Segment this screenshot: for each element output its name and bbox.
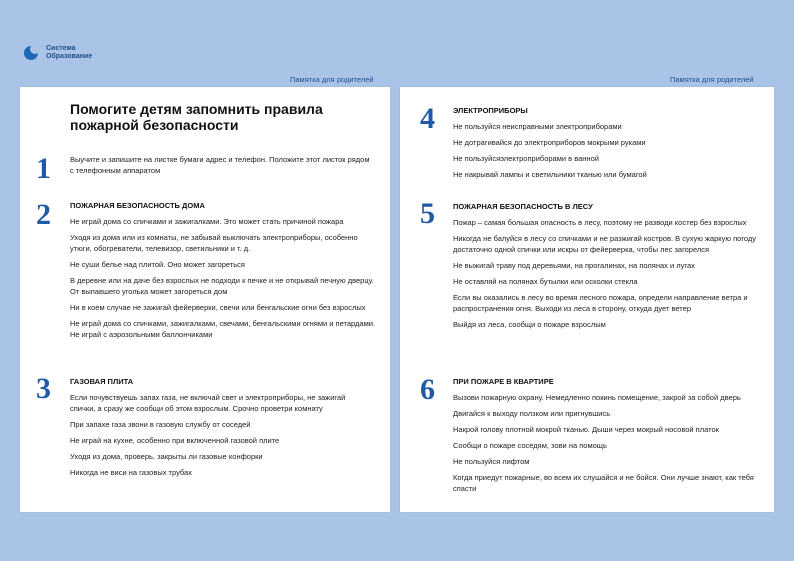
left-page <box>20 87 390 512</box>
list-item: Не оставляй на полянах бутылки или осколки стекла <box>453 277 638 286</box>
list-item: Вызови пожарную охрану. Немедленно покинь помещение, закрой за собой дверь <box>453 393 741 402</box>
section-4 <box>453 106 763 185</box>
list-item: Никогда не балуйся в лесу со спичками и не разжигай костров. В сухую жаркую погоду достаточно одной спички или искры от фейерверка, чтобы лес загорелся <box>453 234 757 254</box>
list-item: Не пользуйся неисправными электроприборами <box>453 122 622 131</box>
list-item: Если вы оказались в лесу во время лесного пожара, определи направление ветра и распространения огня. Выходи из леса в сторону, откуда дует ветер <box>453 293 748 313</box>
section-number-2: 2 <box>36 198 51 231</box>
list-item: Не играй дома со спичками, зажигалками, свечами, бенгальскими огнями и петардами. Не играй с аэрозольными баллончиками <box>70 319 376 339</box>
section-number-3: 3 <box>36 372 51 405</box>
list-item: Пожар – самая большая опасность в лесу, поэтому не разводи костер без взрослых <box>453 218 747 227</box>
section-number-6: 6 <box>420 373 435 406</box>
section-5 <box>453 202 758 335</box>
page-title: Помогите детям запомнить правила пожарной безопасности <box>70 101 323 133</box>
section-number-1: 1 <box>36 152 51 185</box>
section-title: ПОЖАРНАЯ БЕЗОПАСНОСТЬ ДОМА <box>70 201 205 210</box>
list-item: Когда приедут пожарные, во всем их слушайся и не бойся. Они лучше знают, как тебя спасти <box>453 473 754 493</box>
list-item: Никогда не виси на газовых трубах <box>70 468 192 477</box>
list-item: Не накрывай лампы и светильники тканью или бумагой <box>453 170 647 179</box>
section-3 <box>70 377 370 483</box>
list-item: Выйдя из леса, сообщи о пожаре взрослым <box>453 320 606 329</box>
list-item: Если почувствуешь запах газа, не включай свет и электроприборы, не зажигай спички, а сразу же сообщи об этом взрослым. Срочно проветри комнату <box>70 393 346 413</box>
logo-line-2: Образование <box>46 53 93 60</box>
section-title: ПРИ ПОЖАРЕ В КВАРТИРЕ <box>453 377 554 386</box>
list-item: Не играй на кухне, особенно при включенной газовой плите <box>70 436 280 445</box>
list-item: Уходя из дома или из комнаты, не забывай выключать электроприборы, особенно утюги, обогреватели, телевизор, светильники и т. д. <box>70 233 358 253</box>
section-number-5: 5 <box>420 197 435 230</box>
logo <box>24 44 92 62</box>
list-item: При запахе газа звони в газовую службу от соседей <box>70 420 251 429</box>
list-item: Накрой голову плотной мокрой тканью. Дыши через мокрый носовой платок <box>453 425 719 434</box>
section-title: ГАЗОВАЯ ПЛИТА <box>70 377 134 386</box>
list-item: Ни в коем случае не зажигай фейерверки, свечи или бенгальские огни без взрослых <box>70 303 366 312</box>
list-item: Выучите и запишите на листке бумаги адрес и телефон. Положите этот листок рядом с телефонным аппаратом <box>70 155 370 175</box>
right-page <box>400 87 774 512</box>
list-item: Не пользуйся лифтом <box>453 457 530 466</box>
section-number-4: 4 <box>420 102 435 135</box>
section-1 <box>70 154 370 181</box>
section-title: ЭЛЕКТРОПРИБОРЫ <box>453 106 528 115</box>
list-item: Не играй дома со спичками и зажигалками. Это может стать причиной пожара <box>70 217 344 226</box>
logo-text <box>46 45 92 61</box>
memo-label-right: Памятка для родителей <box>670 75 754 84</box>
list-item: Не дотрагивайся до электроприборов мокрыми руками <box>453 138 646 147</box>
list-item: Уходя из дома, проверь, закрыты ли газовые конфорки <box>70 452 263 461</box>
list-item: Сообщи о пожаре соседям, зови на помощь <box>453 441 607 450</box>
section-title: ПОЖАРНАЯ БЕЗОПАСНОСТЬ В ЛЕСУ <box>453 202 593 211</box>
list-item: Не суши белье над плитой. Оно может загореться <box>70 260 245 269</box>
memo-label-left: Памятка для родителей <box>290 75 374 84</box>
logo-line-1: Система <box>46 45 76 52</box>
section-2 <box>70 201 380 345</box>
list-item: В деревне или на даче без взрослых не подходи к печке и не открывай печную дверцу. От выпавшего уголька может загореться дом <box>70 276 374 296</box>
list-item: Не выжигай траву под деревьями, на прогалинах, на полянах и лугах <box>453 261 695 270</box>
section-6 <box>453 377 765 499</box>
logo-icon <box>24 44 42 62</box>
list-item: Не пользуйсяэлектроприборами в ванной <box>453 154 599 163</box>
list-item: Двигайся к выходу ползком или пригнувшись <box>453 409 611 418</box>
